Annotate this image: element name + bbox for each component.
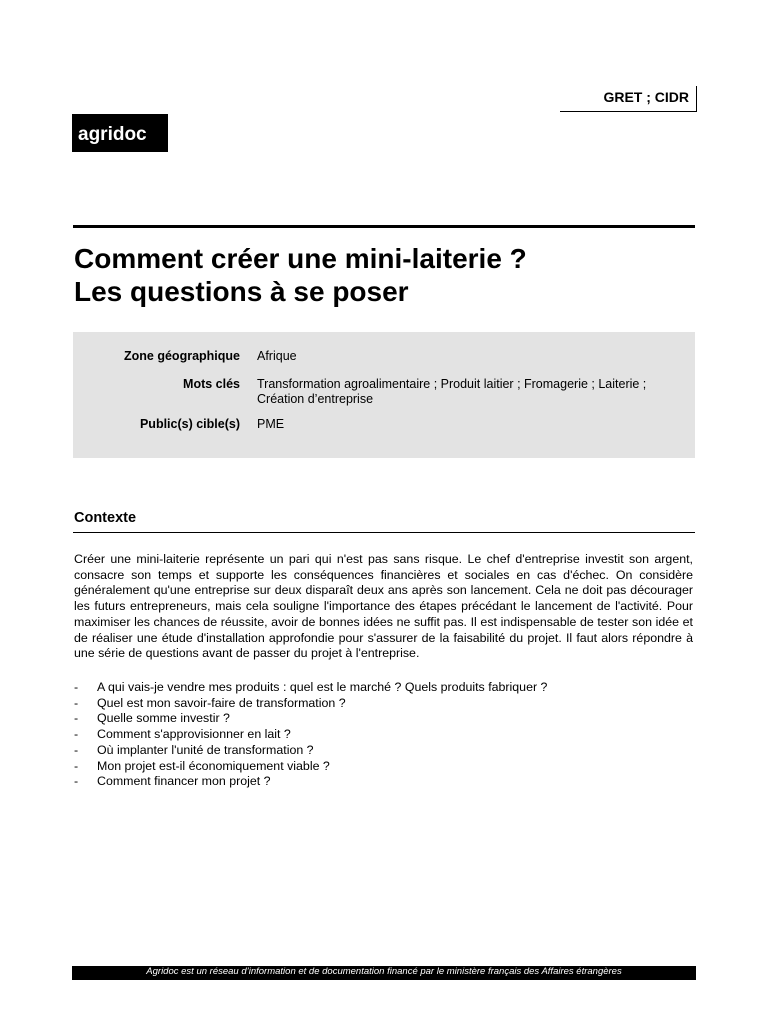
list-item bbox=[74, 711, 674, 727]
list-item bbox=[74, 743, 674, 759]
title-line-1: Comment créer une mini-laiterie ? bbox=[74, 243, 527, 274]
meta-value: Afrique bbox=[257, 349, 297, 363]
question-text: A qui vais-je vendre mes produits : quel est le marché ? Quels produits fabriquer ? bbox=[97, 680, 548, 694]
question-text: Quelle somme investir ? bbox=[97, 711, 230, 726]
question-text: Où implanter l'unité de transformation ? bbox=[97, 742, 314, 757]
brand-logo: agridoc bbox=[72, 114, 168, 152]
meta-value: Transformation agroalimentaire ; Produit laitier ; Fromagerie ; Laiterie ; Création d’entreprise bbox=[257, 377, 647, 406]
section-divider bbox=[73, 532, 695, 533]
metadata-box bbox=[73, 332, 695, 458]
publisher-label: GRET ; CIDR bbox=[560, 86, 697, 112]
list-item bbox=[74, 759, 674, 775]
bullet-marker: - bbox=[74, 742, 79, 757]
list-item bbox=[74, 696, 674, 712]
bullet-marker: - bbox=[74, 727, 79, 742]
meta-label: Mots clés bbox=[183, 377, 240, 391]
meta-label: Zone géographique bbox=[124, 349, 240, 363]
question-text: Quel est mon savoir-faire de transformation ? bbox=[97, 695, 346, 710]
document-title bbox=[74, 242, 694, 308]
question-text: Mon projet est-il économiquement viable ? bbox=[97, 758, 330, 773]
question-text: Comment financer mon projet ? bbox=[97, 774, 271, 789]
list-item bbox=[74, 727, 674, 743]
title-divider bbox=[73, 225, 695, 228]
footer-banner: Agridoc est un réseau d’information et de documentation financé par le ministère français des Affaires étrangères bbox=[72, 966, 696, 980]
bullet-marker: - bbox=[74, 680, 79, 694]
meta-label: Public(s) cible(s) bbox=[139, 417, 240, 431]
meta-value: PME bbox=[257, 417, 285, 431]
questions-list bbox=[74, 680, 674, 790]
bullet-marker: - bbox=[74, 695, 79, 710]
bullet-marker: - bbox=[74, 774, 79, 789]
title-line-2: Les questions à se poser bbox=[74, 276, 409, 307]
bullet-marker: - bbox=[74, 711, 79, 726]
bullet-marker: - bbox=[74, 758, 79, 773]
list-item bbox=[74, 774, 674, 790]
context-paragraph: Créer une mini-laiterie représente un pari qui n'est pas sans risque. Le chef d'entreprise investit son argent, consacre son temps et supporte les conséquences financières et sociales en cas d'échec. On considère généralement qu'une entreprise sur deux disparaît deux ans après son lancement. Cela ne doit pas décourager les futurs entrepreneurs, mais cela souligne l'importance des étapes précédant le lancement de l'activité. Pour maximiser les chances de réussite, avoir de bonnes idées ne suffit pas. Il est indispensable de tester son idée et de réaliser une étude d'installation approfondie pour s'assurer de la faisabilité du projet. Il faut alors répondre à une série de questions avant de passer du projet à l'entreprise. bbox=[74, 552, 693, 661]
section-title: Contexte bbox=[74, 510, 137, 526]
list-item bbox=[74, 680, 674, 696]
question-text: Comment s'approvisionner en lait ? bbox=[97, 727, 291, 742]
